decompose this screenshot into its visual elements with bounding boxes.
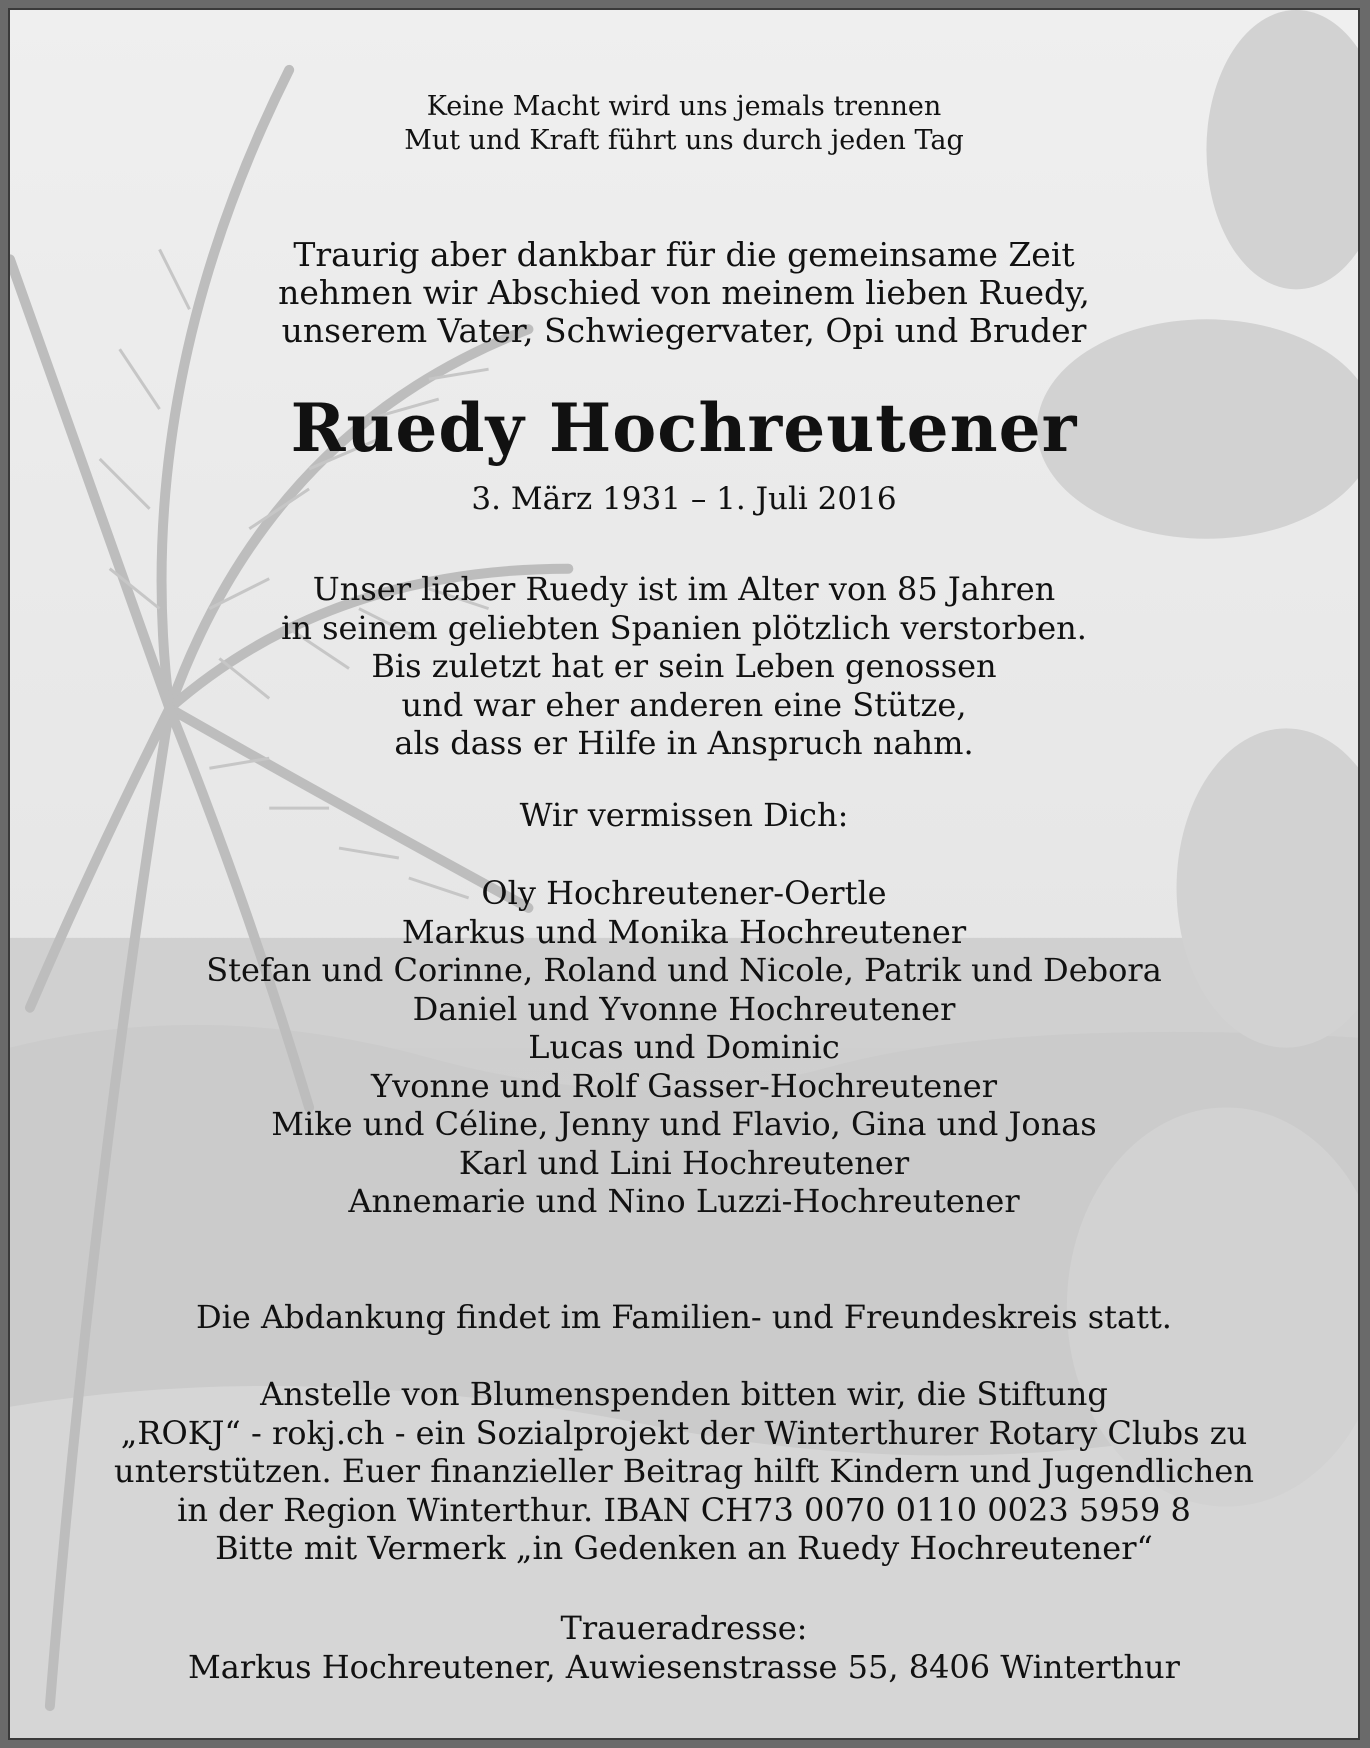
donation-line: Anstelle von Blumenspenden bitten wir, die Stiftung [260,1375,1108,1413]
life-dates: 3. März 1931 – 1. Juli 2016 [471,481,897,517]
mourning-address [10,1609,1358,1686]
donation-note [10,1375,1358,1568]
motto [10,90,1358,158]
intro-line: unserem Vater, Schwiegervater, Opi und Bruder [281,311,1087,350]
body-line: und war eher anderen eine Stütze, [401,685,967,724]
body-text [10,570,1358,763]
family-member: Annemarie und Nino Luzzi-Hochreutener [348,1182,1020,1220]
donation-line: Bitte mit Vermerk „in Gedenken an Ruedy Hochreutener“ [215,1529,1153,1567]
donation-line: unterstützen. Euer finanzieller Beitrag hilft Kindern und Jugendlichen [114,1452,1254,1490]
obituary-text [10,10,1358,1738]
address-label: Traueradresse: [560,1609,808,1647]
family-member: Yvonne und Rolf Gasser-Hochreutener [371,1066,997,1105]
motto-line: Keine Macht wird uns jemals trennen [426,91,942,122]
intro-text [10,236,1358,350]
body-line: Unser lieber Ruedy ist im Alter von 85 Jahren [312,570,1056,608]
family-member: Lucas und Dominic [528,1028,840,1066]
family-member: Mike und Céline, Jenny und Flavio, Gina und Jonas [271,1105,1097,1143]
body-line: als dass er Hilfe in Anspruch nahm. [394,724,974,762]
motto-line: Mut und Kraft führt uns durch jeden Tag [404,125,964,156]
family-member: Oly Hochreutener-Oertle [481,874,887,912]
family-member: Karl und Lini Hochreutener [458,1143,910,1182]
intro-line: nehmen wir Abschied von meinem lieben Ruedy, [278,273,1090,312]
family-member: Markus und Monika Hochreutener [401,912,967,951]
deceased-name: Ruedy Hochreutener [290,389,1078,467]
funeral-note: Die Abdankung findet im Familien- und Freundeskreis statt. [196,1298,1172,1336]
family-member: Stefan und Corinne, Roland und Nicole, Patrik und Debora [206,951,1162,989]
body-line: Bis zuletzt hat er sein Leben genossen [371,647,997,685]
obituary-card [8,8,1360,1740]
family-list [10,874,1358,1221]
miss-heading: Wir vermissen Dich: [519,796,849,834]
intro-line: Traurig aber dankbar für die gemeinsame Zeit [293,235,1075,274]
body-line: in seinem geliebten Spanien plötzlich verstorben. [281,608,1087,647]
donation-line: in der Region Winterthur. IBAN CH73 0070 0110 0023 5959 8 [177,1490,1191,1529]
donation-line: „ROKJ“ - rokj.ch - ein Sozialprojekt der Winterthurer Rotary Clubs zu [120,1413,1248,1452]
family-member: Daniel und Yvonne Hochreutener [412,989,956,1028]
address-line: Markus Hochreutener, Auwiesenstrasse 55, 8406 Winterthur [188,1647,1180,1686]
